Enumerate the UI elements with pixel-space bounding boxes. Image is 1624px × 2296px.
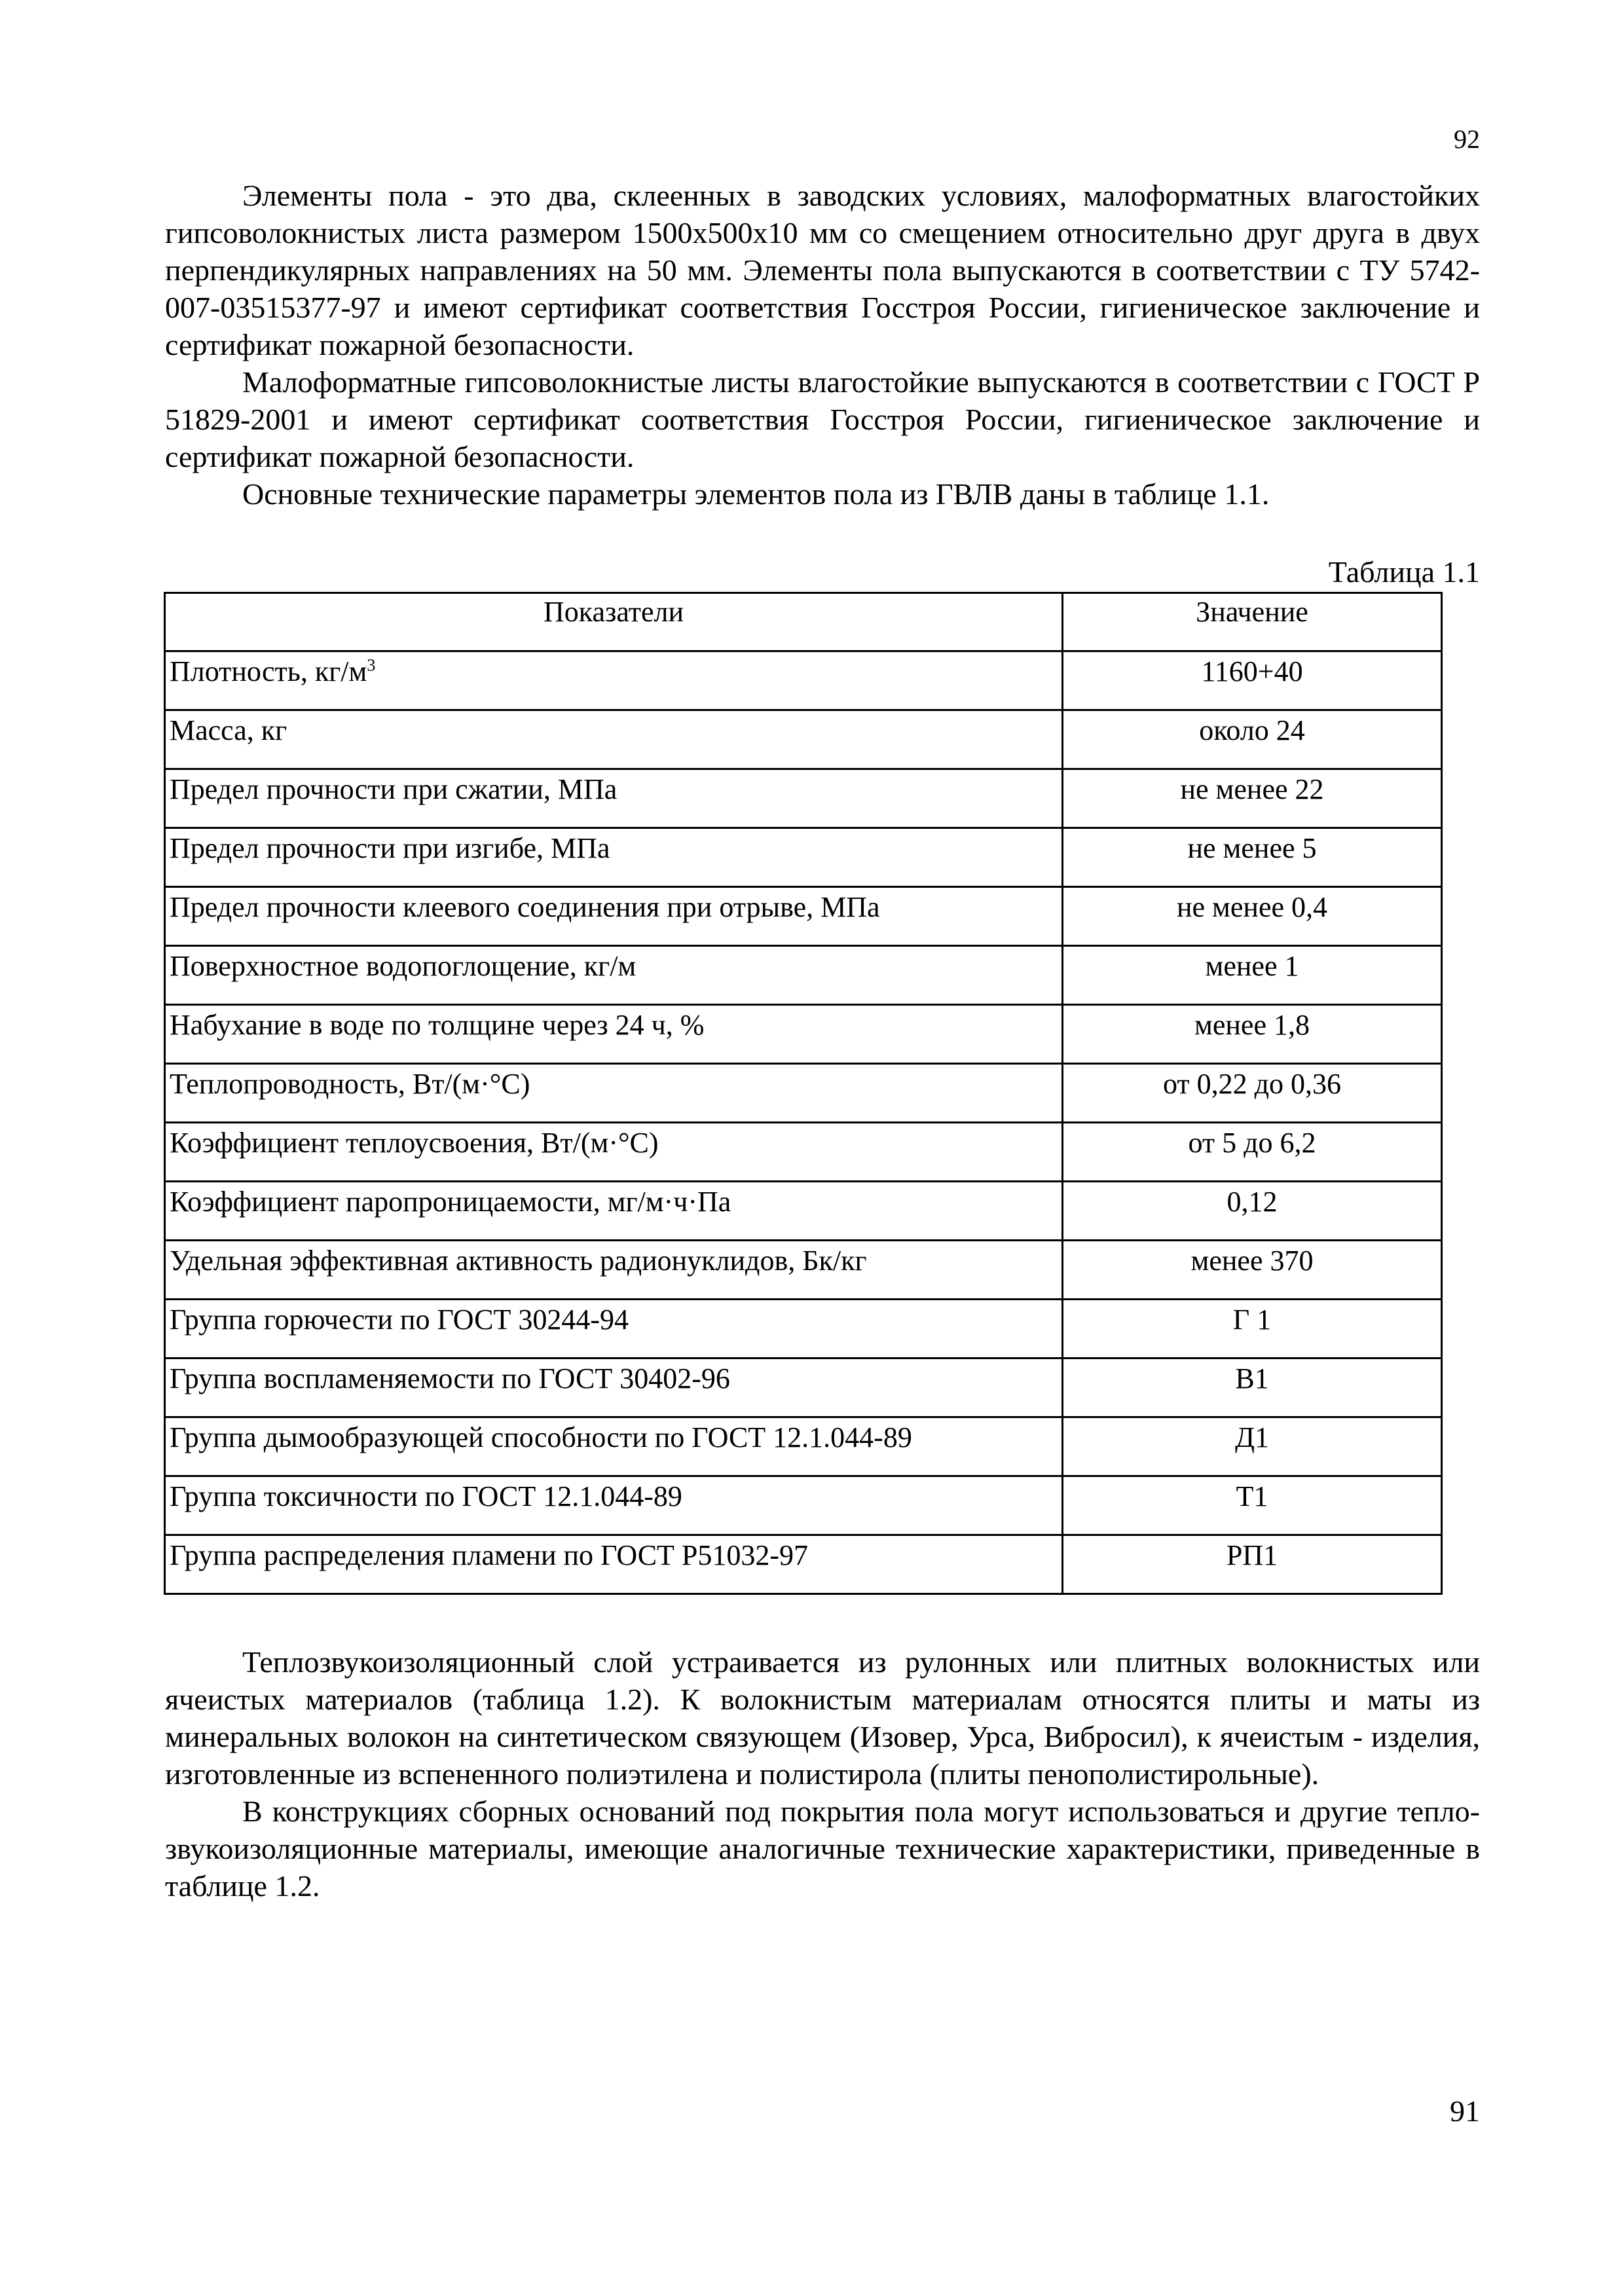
parameter-name: Предел прочности при изгибе, МПа (165, 828, 1063, 887)
parameter-name: Набухание в воде по толщине через 24 ч, % (165, 1005, 1063, 1064)
table-row (165, 651, 1442, 710)
table-row (165, 1535, 1442, 1594)
parameter-value: РП1 (1063, 1535, 1442, 1594)
paragraph: Элементы пола - это два, склеенных в заводских условиях, малоформатных влагостойких гипсоволокнистых листа размером 1500х500х10 мм со смещением относительно друг друга в двух перпендикулярных направлениях на 50 мм. Элементы пола выпускаются в соответствии с ТУ 5742-007-03515377-97 и имеют сертификат соответствия Госстроя России, гигиеническое заключение и сертификат пожарной безопасности. (165, 179, 1480, 361)
parameter-name: Коэффициент паропроницаемости, мг/м·ч·Па (165, 1182, 1063, 1241)
table-row (165, 1005, 1442, 1064)
parameter-name: Теплопроводность, Вт/(м·°С) (165, 1064, 1063, 1123)
parameter-name: Группа воспламеняемости по ГОСТ 30402-96 (165, 1358, 1063, 1417)
parameter-name: Удельная эффективная активность радионуклидов, Бк/кг (165, 1241, 1063, 1300)
table-row (165, 1182, 1442, 1241)
parameter-name: Поверхностное водопоглощение, кг/м (165, 946, 1063, 1005)
table-row (165, 769, 1442, 828)
table-row (165, 1241, 1442, 1300)
paragraph: Теплозвукоизоляционный слой устраивается из рулонных или плитных волокнистых или ячеистых материалов (таблица 1.2). К волокнистым материалам относятся плиты и маты из минеральных волокон на синтетическом связующем (Изовер, Урса, Вибросил), к ячеистым - изделия, изготовленные из вспененного полиэтилена и полистирола (плиты пенополистирольные). (165, 1645, 1480, 1791)
parameter-name: Масса, кг (165, 710, 1063, 769)
column-header-value: Значение (1063, 593, 1442, 651)
table-row (165, 1064, 1442, 1123)
parameter-value: не менее 0,4 (1063, 887, 1442, 946)
table-row (165, 946, 1442, 1005)
table-row (165, 1358, 1442, 1417)
parameter-value: не менее 22 (1063, 769, 1442, 828)
parameter-name: Группа дымообразующей способности по ГОСТ 12.1.044-89 (165, 1417, 1063, 1476)
parameters-table (164, 592, 1443, 1595)
table-row (165, 1123, 1442, 1182)
table-row (165, 1300, 1442, 1358)
parameter-name: Предел прочности клеевого соединения при отрыве, МПа (165, 887, 1063, 946)
intro-text (165, 177, 1480, 513)
table-row (165, 1417, 1442, 1476)
table-row (165, 710, 1442, 769)
column-header-parameter: Показатели (165, 593, 1063, 651)
paragraph: Малоформатные гипсоволокнистые листы влагостойкие выпускаются в соответствии с ГОСТ Р 51829-2001 и имеют сертификат соответствия Госстроя России, гигиеническое заключение и сертификат пожарной безопасности. (165, 365, 1480, 473)
paragraph: Основные технические параметры элементов пола из ГВЛВ даны в таблице 1.1. (242, 477, 1270, 511)
paragraph: В конструкциях сборных оснований под покрытия пола могут использоваться и другие тепло-звукоизоляционные материалы, имеющие аналогичные технические характеристики, приведенные в таблице 1.2. (165, 1795, 1480, 1903)
density-label: Плотность, кг/м (170, 655, 367, 687)
parameter-name: Коэффициент теплоусвоения, Вт/(м·°С) (165, 1123, 1063, 1182)
parameter-value: менее 370 (1063, 1241, 1442, 1300)
parameter-value: Г 1 (1063, 1300, 1442, 1358)
parameter-name (165, 651, 1063, 710)
page-number-top: 92 (1454, 124, 1480, 154)
parameter-value: В1 (1063, 1358, 1442, 1417)
parameter-value: 1160+40 (1063, 651, 1442, 710)
table-caption: Таблица 1.1 (1328, 555, 1480, 589)
parameter-value: менее 1 (1063, 946, 1442, 1005)
parameter-value: Д1 (1063, 1417, 1442, 1476)
parameter-value: не менее 5 (1063, 828, 1442, 887)
table-header-row (165, 593, 1442, 651)
parameter-name: Группа токсичности по ГОСТ 12.1.044-89 (165, 1476, 1063, 1535)
parameter-value: Т1 (1063, 1476, 1442, 1535)
parameter-value: от 5 до 6,2 (1063, 1123, 1442, 1182)
parameter-name: Предел прочности при сжатии, МПа (165, 769, 1063, 828)
table-row (165, 1476, 1442, 1535)
parameter-name: Группа горючести по ГОСТ 30244-94 (165, 1300, 1063, 1358)
page-number-bottom: 91 (1450, 2094, 1480, 2128)
table-row (165, 887, 1442, 946)
parameter-value: около 24 (1063, 710, 1442, 769)
parameter-value: от 0,22 до 0,36 (1063, 1064, 1442, 1123)
parameter-name: Группа распределения пламени по ГОСТ Р51032-97 (165, 1535, 1063, 1594)
parameter-value: 0,12 (1063, 1182, 1442, 1241)
parameter-value: менее 1,8 (1063, 1005, 1442, 1064)
table-row (165, 828, 1442, 887)
unit-superscript: 3 (367, 655, 376, 675)
insulation-text (165, 1643, 1480, 1904)
